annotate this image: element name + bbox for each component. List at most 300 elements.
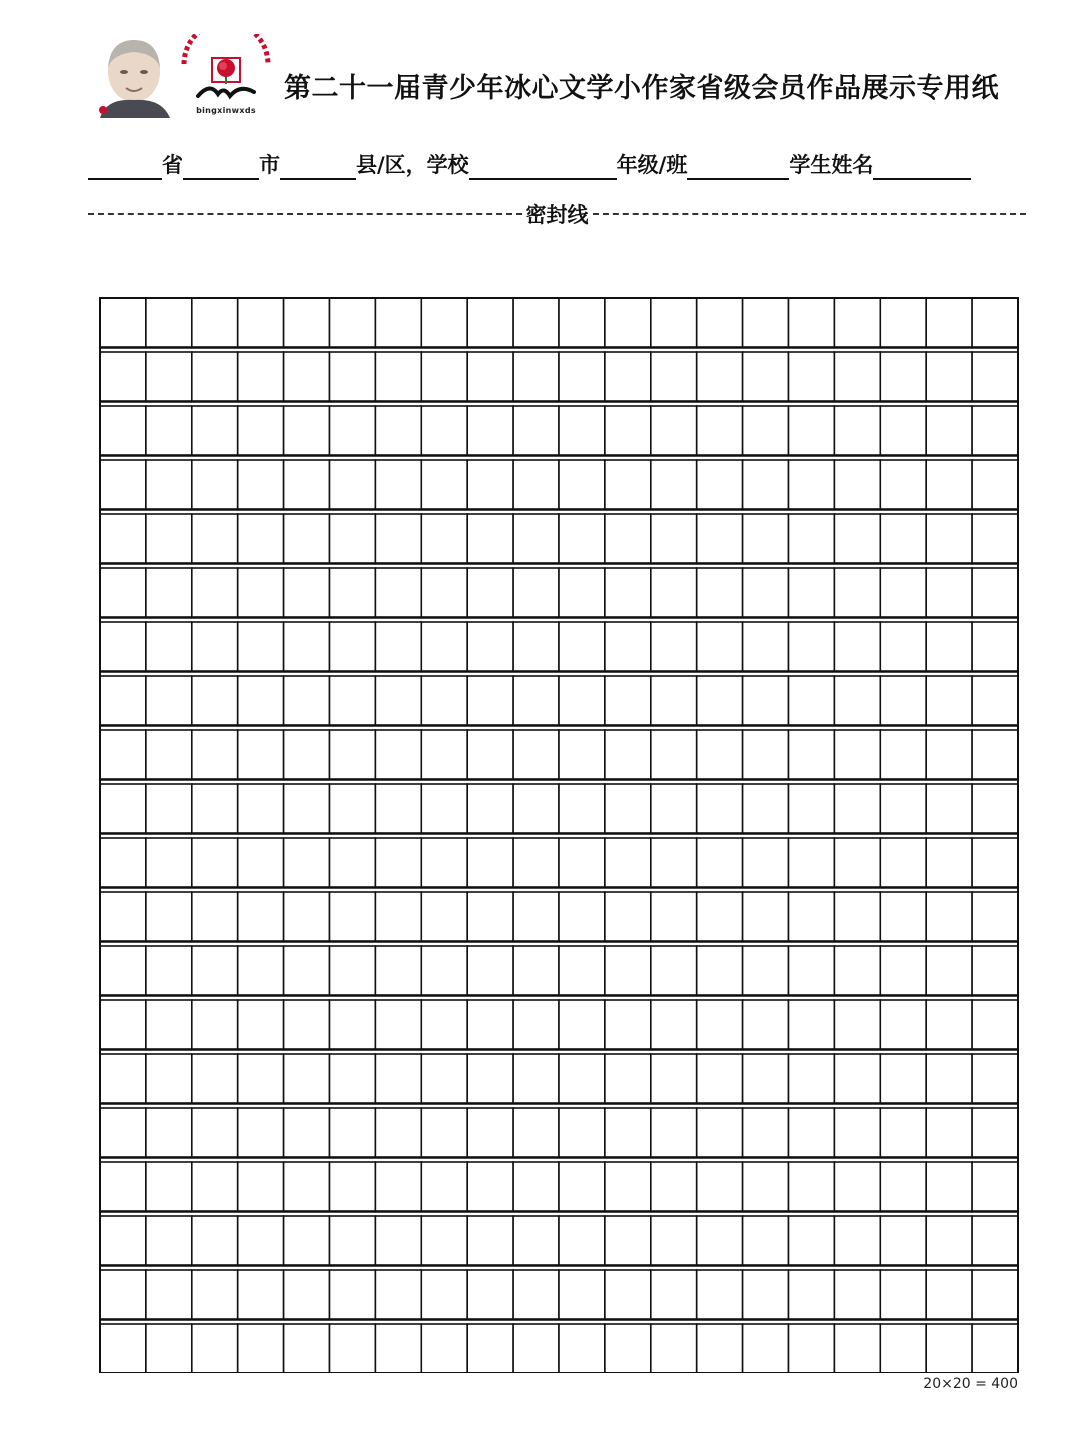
grid-cell[interactable]: [834, 298, 880, 347]
grid-cell[interactable]: [834, 892, 880, 941]
grid-cell[interactable]: [605, 1216, 651, 1265]
grid-cell[interactable]: [467, 784, 513, 833]
grid-cell[interactable]: [651, 514, 697, 563]
grid-cell[interactable]: [834, 1162, 880, 1211]
grid-cell[interactable]: [330, 892, 376, 941]
grid-cell[interactable]: [789, 946, 835, 995]
grid-cell[interactable]: [284, 676, 330, 725]
grid-cell[interactable]: [375, 946, 421, 995]
grid-cell[interactable]: [605, 622, 651, 671]
grid-cell[interactable]: [559, 568, 605, 617]
grid-cell[interactable]: [421, 622, 467, 671]
grid-cell[interactable]: [834, 1054, 880, 1103]
grid-cell[interactable]: [651, 1162, 697, 1211]
grid-cell[interactable]: [284, 352, 330, 401]
grid-cell[interactable]: [697, 1000, 743, 1049]
grid-cell[interactable]: [926, 676, 972, 725]
grid-cell[interactable]: [192, 622, 238, 671]
grid-cell[interactable]: [880, 784, 926, 833]
grid-cell[interactable]: [467, 1054, 513, 1103]
grid-cell[interactable]: [743, 352, 789, 401]
grid-cell[interactable]: [559, 730, 605, 779]
grid-cell[interactable]: [880, 1000, 926, 1049]
grid-cell[interactable]: [100, 838, 146, 887]
grid-cell[interactable]: [789, 1324, 835, 1373]
grid-cell[interactable]: [421, 1054, 467, 1103]
grid-cell[interactable]: [559, 892, 605, 941]
grid-cell[interactable]: [926, 622, 972, 671]
grid-cell[interactable]: [375, 352, 421, 401]
grid-cell[interactable]: [192, 838, 238, 887]
grid-cell[interactable]: [789, 514, 835, 563]
grid-cell[interactable]: [651, 730, 697, 779]
grid-cell[interactable]: [605, 838, 651, 887]
grid-cell[interactable]: [421, 298, 467, 347]
grid-cell[interactable]: [697, 1108, 743, 1157]
grid-cell[interactable]: [880, 460, 926, 509]
grid-cell[interactable]: [972, 892, 1018, 941]
grid-cell[interactable]: [146, 352, 192, 401]
grid-cell[interactable]: [284, 1162, 330, 1211]
grid-cell[interactable]: [330, 514, 376, 563]
grid-cell[interactable]: [926, 298, 972, 347]
grid-cell[interactable]: [605, 514, 651, 563]
grid-cell[interactable]: [467, 406, 513, 455]
grid-cell[interactable]: [375, 892, 421, 941]
grid-cell[interactable]: [284, 406, 330, 455]
grid-cell[interactable]: [880, 730, 926, 779]
grid-cell[interactable]: [651, 676, 697, 725]
grid-cell[interactable]: [651, 352, 697, 401]
writing-grid-svg[interactable]: [99, 297, 1019, 1373]
grid-cell[interactable]: [972, 298, 1018, 347]
grid-cell[interactable]: [972, 1270, 1018, 1319]
grid-cell[interactable]: [238, 676, 284, 725]
grid-cell[interactable]: [651, 1270, 697, 1319]
grid-cell[interactable]: [697, 1270, 743, 1319]
grid-cell[interactable]: [467, 460, 513, 509]
grid-cell[interactable]: [375, 298, 421, 347]
grid-cell[interactable]: [926, 460, 972, 509]
student-name-blank[interactable]: [873, 152, 971, 180]
grid-cell[interactable]: [330, 406, 376, 455]
grid-cell[interactable]: [192, 1270, 238, 1319]
grid-cell[interactable]: [880, 1054, 926, 1103]
grid-cell[interactable]: [192, 1054, 238, 1103]
grid-cell[interactable]: [697, 514, 743, 563]
grid-cell[interactable]: [697, 784, 743, 833]
grid-cell[interactable]: [330, 1324, 376, 1373]
grid-cell[interactable]: [375, 1054, 421, 1103]
grid-cell[interactable]: [743, 1000, 789, 1049]
grid-cell[interactable]: [192, 676, 238, 725]
grid-cell[interactable]: [467, 838, 513, 887]
grid-cell[interactable]: [100, 568, 146, 617]
grid-cell[interactable]: [421, 676, 467, 725]
grid-cell[interactable]: [834, 514, 880, 563]
grid-cell[interactable]: [284, 1054, 330, 1103]
grid-cell[interactable]: [284, 730, 330, 779]
grid-cell[interactable]: [789, 1216, 835, 1265]
school-blank[interactable]: [469, 152, 617, 180]
grid-cell[interactable]: [421, 1162, 467, 1211]
grid-cell[interactable]: [926, 568, 972, 617]
grid-cell[interactable]: [605, 460, 651, 509]
grid-cell[interactable]: [330, 460, 376, 509]
grid-cell[interactable]: [880, 946, 926, 995]
grid-cell[interactable]: [375, 730, 421, 779]
grid-cell[interactable]: [972, 676, 1018, 725]
grid-cell[interactable]: [651, 946, 697, 995]
grid-cell[interactable]: [238, 460, 284, 509]
grid-cell[interactable]: [743, 568, 789, 617]
grid-cell[interactable]: [375, 1162, 421, 1211]
grid-cell[interactable]: [146, 676, 192, 725]
grid-cell[interactable]: [880, 1162, 926, 1211]
grid-cell[interactable]: [284, 1216, 330, 1265]
grid-cell[interactable]: [467, 730, 513, 779]
grid-cell[interactable]: [375, 568, 421, 617]
grid-cell[interactable]: [834, 1000, 880, 1049]
grid-cell[interactable]: [651, 622, 697, 671]
grid-cell[interactable]: [100, 1108, 146, 1157]
grid-cell[interactable]: [789, 406, 835, 455]
grid-cell[interactable]: [192, 730, 238, 779]
grid-cell[interactable]: [146, 1000, 192, 1049]
grid-cell[interactable]: [284, 568, 330, 617]
grid-cell[interactable]: [743, 1270, 789, 1319]
grid-cell[interactable]: [375, 1108, 421, 1157]
grid-cell[interactable]: [605, 730, 651, 779]
grid-cell[interactable]: [926, 946, 972, 995]
grid-cell[interactable]: [651, 406, 697, 455]
grid-cell[interactable]: [605, 676, 651, 725]
grid-cell[interactable]: [100, 514, 146, 563]
grid-cell[interactable]: [375, 1000, 421, 1049]
grid-cell[interactable]: [146, 946, 192, 995]
grid-cell[interactable]: [467, 1270, 513, 1319]
grid-cell[interactable]: [513, 1324, 559, 1373]
grid-cell[interactable]: [880, 352, 926, 401]
grid-cell[interactable]: [100, 730, 146, 779]
grid-cell[interactable]: [284, 1000, 330, 1049]
grid-cell[interactable]: [513, 730, 559, 779]
province-blank[interactable]: [88, 152, 162, 180]
grid-cell[interactable]: [238, 946, 284, 995]
grid-cell[interactable]: [880, 676, 926, 725]
grid-cell[interactable]: [100, 298, 146, 347]
grid-cell[interactable]: [330, 352, 376, 401]
grid-cell[interactable]: [192, 1108, 238, 1157]
grid-cell[interactable]: [146, 460, 192, 509]
grid-cell[interactable]: [880, 406, 926, 455]
grid-cell[interactable]: [926, 730, 972, 779]
grid-cell[interactable]: [238, 568, 284, 617]
grid-cell[interactable]: [926, 514, 972, 563]
grid-cell[interactable]: [880, 892, 926, 941]
grid-cell[interactable]: [559, 784, 605, 833]
grid-cell[interactable]: [972, 1054, 1018, 1103]
grid-cell[interactable]: [467, 352, 513, 401]
grid-cell[interactable]: [375, 460, 421, 509]
grid-cell[interactable]: [743, 1054, 789, 1103]
grid-cell[interactable]: [146, 1162, 192, 1211]
writing-grid[interactable]: [99, 297, 1019, 1377]
grid-cell[interactable]: [146, 1324, 192, 1373]
grid-cell[interactable]: [651, 568, 697, 617]
grid-cell[interactable]: [467, 568, 513, 617]
grid-cell[interactable]: [146, 1216, 192, 1265]
grid-cell[interactable]: [284, 784, 330, 833]
grid-cell[interactable]: [834, 1108, 880, 1157]
grid-cell[interactable]: [330, 676, 376, 725]
grid-cell[interactable]: [697, 298, 743, 347]
grid-cell[interactable]: [100, 1000, 146, 1049]
grid-cell[interactable]: [743, 892, 789, 941]
grid-cell[interactable]: [330, 568, 376, 617]
grid-cell[interactable]: [743, 784, 789, 833]
grid-cell[interactable]: [146, 406, 192, 455]
grid-cell[interactable]: [834, 460, 880, 509]
grid-cell[interactable]: [880, 1216, 926, 1265]
grid-cell[interactable]: [146, 298, 192, 347]
grid-cell[interactable]: [421, 784, 467, 833]
grid-cell[interactable]: [100, 460, 146, 509]
grid-cell[interactable]: [100, 406, 146, 455]
grid-cell[interactable]: [284, 892, 330, 941]
grid-cell[interactable]: [375, 784, 421, 833]
grid-cell[interactable]: [789, 838, 835, 887]
grid-cell[interactable]: [192, 514, 238, 563]
grid-cell[interactable]: [651, 298, 697, 347]
grid-cell[interactable]: [238, 406, 284, 455]
grade-class-blank[interactable]: [687, 152, 789, 180]
grid-cell[interactable]: [926, 1216, 972, 1265]
grid-cell[interactable]: [330, 946, 376, 995]
grid-cell[interactable]: [880, 568, 926, 617]
grid-cell[interactable]: [972, 1000, 1018, 1049]
grid-cell[interactable]: [880, 1270, 926, 1319]
grid-cell[interactable]: [192, 1216, 238, 1265]
grid-cell[interactable]: [789, 1108, 835, 1157]
grid-cell[interactable]: [238, 514, 284, 563]
grid-cell[interactable]: [467, 1108, 513, 1157]
grid-cell[interactable]: [697, 838, 743, 887]
grid-cell[interactable]: [605, 1108, 651, 1157]
grid-cell[interactable]: [605, 406, 651, 455]
grid-cell[interactable]: [697, 1162, 743, 1211]
grid-cell[interactable]: [330, 1000, 376, 1049]
grid-cell[interactable]: [238, 730, 284, 779]
grid-cell[interactable]: [330, 1162, 376, 1211]
grid-cell[interactable]: [789, 1270, 835, 1319]
grid-cell[interactable]: [972, 946, 1018, 995]
grid-cell[interactable]: [834, 352, 880, 401]
grid-cell[interactable]: [238, 1000, 284, 1049]
grid-cell[interactable]: [743, 1324, 789, 1373]
grid-cell[interactable]: [421, 406, 467, 455]
grid-cell[interactable]: [421, 1216, 467, 1265]
grid-cell[interactable]: [697, 892, 743, 941]
grid-cell[interactable]: [972, 838, 1018, 887]
grid-cell[interactable]: [834, 1216, 880, 1265]
grid-cell[interactable]: [789, 1054, 835, 1103]
grid-cell[interactable]: [238, 298, 284, 347]
grid-cell[interactable]: [834, 676, 880, 725]
grid-cell[interactable]: [513, 1162, 559, 1211]
grid-cell[interactable]: [375, 1324, 421, 1373]
grid-cell[interactable]: [330, 1216, 376, 1265]
grid-cell[interactable]: [743, 460, 789, 509]
grid-cell[interactable]: [421, 460, 467, 509]
grid-cell[interactable]: [697, 352, 743, 401]
grid-cell[interactable]: [192, 352, 238, 401]
grid-cell[interactable]: [100, 1162, 146, 1211]
grid-cell[interactable]: [697, 730, 743, 779]
grid-cell[interactable]: [467, 1162, 513, 1211]
grid-cell[interactable]: [697, 1324, 743, 1373]
grid-cell[interactable]: [513, 568, 559, 617]
grid-cell[interactable]: [513, 1000, 559, 1049]
grid-cell[interactable]: [100, 676, 146, 725]
grid-cell[interactable]: [559, 514, 605, 563]
grid-cell[interactable]: [743, 1162, 789, 1211]
grid-cell[interactable]: [605, 1000, 651, 1049]
grid-cell[interactable]: [100, 1216, 146, 1265]
grid-cell[interactable]: [789, 1162, 835, 1211]
grid-cell[interactable]: [789, 892, 835, 941]
grid-cell[interactable]: [284, 1108, 330, 1157]
grid-cell[interactable]: [146, 892, 192, 941]
grid-cell[interactable]: [559, 352, 605, 401]
grid-cell[interactable]: [100, 1324, 146, 1373]
grid-cell[interactable]: [972, 622, 1018, 671]
grid-cell[interactable]: [330, 838, 376, 887]
grid-cell[interactable]: [513, 784, 559, 833]
grid-cell[interactable]: [421, 892, 467, 941]
grid-cell[interactable]: [559, 298, 605, 347]
grid-cell[interactable]: [926, 1054, 972, 1103]
grid-cell[interactable]: [238, 1270, 284, 1319]
grid-cell[interactable]: [697, 622, 743, 671]
grid-cell[interactable]: [972, 460, 1018, 509]
grid-cell[interactable]: [697, 460, 743, 509]
grid-cell[interactable]: [880, 298, 926, 347]
grid-cell[interactable]: [559, 946, 605, 995]
grid-cell[interactable]: [146, 1054, 192, 1103]
grid-cell[interactable]: [605, 568, 651, 617]
grid-cell[interactable]: [789, 622, 835, 671]
grid-cell[interactable]: [467, 1000, 513, 1049]
grid-cell[interactable]: [513, 838, 559, 887]
grid-cell[interactable]: [146, 838, 192, 887]
grid-cell[interactable]: [513, 946, 559, 995]
grid-cell[interactable]: [559, 460, 605, 509]
grid-cell[interactable]: [375, 622, 421, 671]
grid-cell[interactable]: [467, 1324, 513, 1373]
grid-cell[interactable]: [330, 622, 376, 671]
grid-cell[interactable]: [697, 568, 743, 617]
grid-cell[interactable]: [880, 1108, 926, 1157]
grid-cell[interactable]: [192, 298, 238, 347]
grid-cell[interactable]: [375, 1270, 421, 1319]
grid-cell[interactable]: [605, 1324, 651, 1373]
grid-cell[interactable]: [421, 352, 467, 401]
grid-cell[interactable]: [697, 1216, 743, 1265]
grid-cell[interactable]: [559, 1162, 605, 1211]
grid-cell[interactable]: [697, 676, 743, 725]
grid-cell[interactable]: [513, 622, 559, 671]
grid-cell[interactable]: [513, 1108, 559, 1157]
grid-cell[interactable]: [192, 406, 238, 455]
grid-cell[interactable]: [421, 1270, 467, 1319]
grid-cell[interactable]: [559, 1270, 605, 1319]
grid-cell[interactable]: [146, 568, 192, 617]
grid-cell[interactable]: [972, 1108, 1018, 1157]
grid-cell[interactable]: [926, 784, 972, 833]
grid-cell[interactable]: [192, 1000, 238, 1049]
grid-cell[interactable]: [513, 460, 559, 509]
grid-cell[interactable]: [972, 568, 1018, 617]
grid-cell[interactable]: [972, 784, 1018, 833]
grid-cell[interactable]: [330, 1054, 376, 1103]
grid-cell[interactable]: [789, 1000, 835, 1049]
grid-cell[interactable]: [192, 1324, 238, 1373]
city-blank[interactable]: [183, 152, 259, 180]
grid-cell[interactable]: [100, 892, 146, 941]
grid-cell[interactable]: [421, 838, 467, 887]
grid-cell[interactable]: [100, 352, 146, 401]
grid-cell[interactable]: [743, 730, 789, 779]
grid-cell[interactable]: [238, 622, 284, 671]
grid-cell[interactable]: [421, 568, 467, 617]
grid-cell[interactable]: [926, 1108, 972, 1157]
grid-cell[interactable]: [926, 1270, 972, 1319]
grid-cell[interactable]: [421, 1000, 467, 1049]
grid-cell[interactable]: [330, 1108, 376, 1157]
grid-cell[interactable]: [651, 1000, 697, 1049]
grid-cell[interactable]: [238, 838, 284, 887]
grid-cell[interactable]: [789, 676, 835, 725]
grid-cell[interactable]: [513, 514, 559, 563]
grid-cell[interactable]: [467, 1216, 513, 1265]
grid-cell[interactable]: [100, 784, 146, 833]
grid-cell[interactable]: [651, 1054, 697, 1103]
grid-cell[interactable]: [559, 1054, 605, 1103]
grid-cell[interactable]: [330, 784, 376, 833]
grid-cell[interactable]: [834, 784, 880, 833]
grid-cell[interactable]: [284, 460, 330, 509]
grid-cell[interactable]: [238, 784, 284, 833]
grid-cell[interactable]: [513, 892, 559, 941]
grid-cell[interactable]: [743, 298, 789, 347]
grid-cell[interactable]: [651, 892, 697, 941]
grid-cell[interactable]: [192, 784, 238, 833]
grid-cell[interactable]: [605, 298, 651, 347]
grid-cell[interactable]: [513, 1054, 559, 1103]
grid-cell[interactable]: [605, 892, 651, 941]
grid-cell[interactable]: [972, 1216, 1018, 1265]
grid-cell[interactable]: [559, 1216, 605, 1265]
grid-cell[interactable]: [238, 892, 284, 941]
grid-cell[interactable]: [559, 1108, 605, 1157]
grid-cell[interactable]: [834, 568, 880, 617]
grid-cell[interactable]: [743, 622, 789, 671]
grid-cell[interactable]: [467, 298, 513, 347]
grid-cell[interactable]: [834, 1324, 880, 1373]
grid-cell[interactable]: [146, 1108, 192, 1157]
grid-cell[interactable]: [284, 514, 330, 563]
